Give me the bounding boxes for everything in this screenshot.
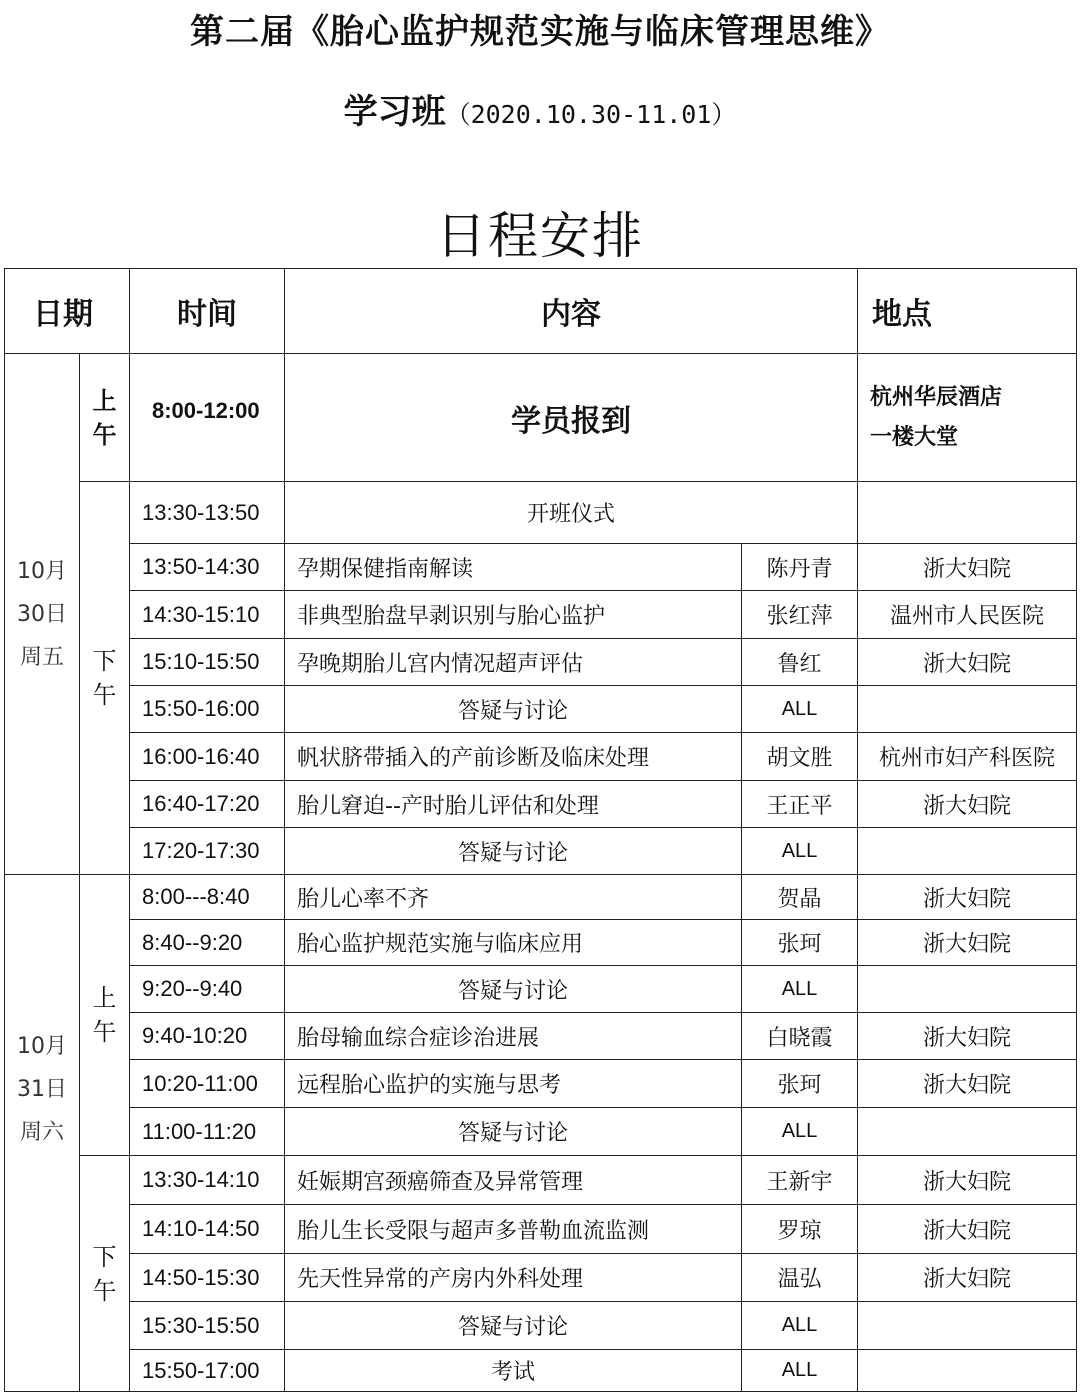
topic-cell: 胎心监护规范实施与临床应用 [285, 920, 742, 966]
topic-cell: 答疑与讨论 [285, 1302, 742, 1350]
topic-cell: 胎儿生长受限与超声多普勒血流监测 [285, 1205, 742, 1254]
location-cell: 浙大妇院 [858, 920, 1077, 966]
label-line: 一楼大堂 [870, 424, 959, 450]
time-cell: 16:00-16:40 [130, 733, 285, 781]
table-row [5, 875, 1077, 920]
topic-cell: 妊娠期宫颈癌筛查及异常管理 [285, 1156, 742, 1205]
time-cell: 13:30-13:50 [130, 482, 285, 544]
time-cell: 8:40--9:20 [130, 920, 285, 966]
speaker-cell: 贺晶 [742, 875, 858, 920]
table-row [5, 1350, 1077, 1392]
speaker-cell: 张珂 [742, 1060, 858, 1108]
time-cell: 13:30-14:10 [130, 1156, 285, 1205]
speaker-cell: 罗琼 [742, 1205, 858, 1254]
location-cell: 浙大妇院 [858, 1156, 1077, 1205]
speaker-cell: ALL [742, 1108, 858, 1156]
topic-cell: 非典型胎盘早剥识别与胎心监护 [285, 591, 742, 639]
topic-cell: 孕晚期胎儿宫内情况超声评估 [285, 639, 742, 686]
location-cell: 浙大妇院 [858, 639, 1077, 686]
speaker-cell: ALL [742, 828, 858, 875]
speaker-cell: 张珂 [742, 920, 858, 966]
label-line: 午 [92, 420, 117, 449]
location-cell: 浙大妇院 [858, 1205, 1077, 1254]
label-line: 周五 [19, 644, 64, 670]
label-line: 30日 [17, 601, 67, 627]
time-cell: 13:50-14:30 [130, 544, 285, 591]
date-cell-day1 [5, 354, 80, 875]
period-morning-day2 [80, 875, 130, 1156]
period-afternoon-day2 [80, 1156, 130, 1392]
subtitle-main: 学习班 [343, 92, 446, 132]
location-cell: 杭州市妇产科医院 [858, 733, 1077, 781]
label-line: 31日 [17, 1077, 67, 1102]
checkin-cell: 学员报到 [285, 354, 858, 482]
speaker-cell: 陈丹青 [742, 544, 858, 591]
table-row [5, 828, 1077, 875]
time-cell: 14:50-15:30 [130, 1254, 285, 1302]
time-cell: 17:20-17:30 [130, 828, 285, 875]
checkin-location-cell [858, 354, 1077, 482]
time-cell: 15:50-16:00 [130, 686, 285, 733]
label-line: 10月 [17, 558, 67, 584]
subtitle-dates: （2020.10.30-11.01） [445, 100, 737, 129]
table-row [5, 1013, 1077, 1060]
table-row [5, 639, 1077, 686]
speaker-cell: 鲁红 [742, 639, 858, 686]
table-row [5, 781, 1077, 828]
location-cell: 浙大妇院 [858, 875, 1077, 920]
speaker-cell: 王正平 [742, 781, 858, 828]
table-row [5, 591, 1077, 639]
header-row [5, 269, 1077, 354]
label-line: 上 [92, 386, 117, 415]
table-row [5, 920, 1077, 966]
location-cell [858, 686, 1077, 733]
topic-cell: 答疑与讨论 [285, 686, 742, 733]
table-row [5, 1060, 1077, 1108]
topic-cell: 答疑与讨论 [285, 1108, 742, 1156]
location-cell [858, 1108, 1077, 1156]
label-line: 上 [92, 984, 117, 1012]
location-cell: 浙大妇院 [858, 1060, 1077, 1108]
schedule-title: 日程安排 [436, 207, 644, 265]
label-line: 10月 [17, 1034, 67, 1059]
speaker-cell: 温弘 [742, 1254, 858, 1302]
label-line: 下 [92, 1242, 117, 1271]
time-cell: 15:10-15:50 [130, 639, 285, 686]
speaker-cell: 张红萍 [742, 591, 858, 639]
location-cell [858, 1350, 1077, 1392]
table-row [5, 544, 1077, 591]
speaker-cell: ALL [742, 1350, 858, 1392]
location-cell [858, 966, 1077, 1013]
table-row [5, 1254, 1077, 1302]
time-cell: 9:40-10:20 [130, 1013, 285, 1060]
topic-cell: 胎儿窘迫--产时胎儿评估和处理 [285, 781, 742, 828]
table-row [5, 1302, 1077, 1350]
location-cell: 浙大妇院 [858, 1013, 1077, 1060]
period-morning-day1 [80, 354, 130, 482]
table-row [5, 966, 1077, 1013]
header-time: 时间 [130, 269, 285, 354]
time-cell: 14:10-14:50 [130, 1205, 285, 1254]
topic-cell: 答疑与讨论 [285, 966, 742, 1013]
speaker-cell: ALL [742, 966, 858, 1013]
time-cell: 9:20--9:40 [130, 966, 285, 1013]
location-cell [858, 1302, 1077, 1350]
time-cell: 15:50-17:00 [130, 1350, 285, 1392]
document-title: 第二届《胎心监护规范实施与临床管理思维》 [190, 12, 890, 52]
label-line: 杭州华辰酒店 [870, 384, 1003, 410]
topic-cell: 孕期保健指南解读 [285, 544, 742, 591]
location-cell [858, 482, 1077, 544]
speaker-cell: ALL [742, 1302, 858, 1350]
speaker-cell: ALL [742, 686, 858, 733]
table-row [5, 1156, 1077, 1205]
time-cell: 16:40-17:20 [130, 781, 285, 828]
table-row [5, 733, 1077, 781]
date-cell-day2 [5, 875, 80, 1392]
label-line: 下 [92, 647, 117, 675]
topic-cell: 考试 [285, 1350, 742, 1392]
table-row [5, 1108, 1077, 1156]
location-cell: 浙大妇院 [858, 1254, 1077, 1302]
period-afternoon-day1 [80, 482, 130, 875]
label-line: 午 [92, 1018, 117, 1046]
header-date: 日期 [5, 269, 130, 354]
time-cell: 15:30-15:50 [130, 1302, 285, 1350]
table-row [5, 482, 1077, 544]
time-cell: 8:00-12:00 [130, 354, 285, 482]
document-subtitle [0, 84, 1080, 133]
topic-cell: 帆状脐带插入的产前诊断及临床处理 [285, 733, 742, 781]
topic-cell: 胎儿心率不齐 [285, 875, 742, 920]
topic-cell: 开班仪式 [285, 482, 858, 544]
label-line: 周六 [19, 1120, 64, 1145]
location-cell: 浙大妇院 [858, 781, 1077, 828]
topic-cell: 答疑与讨论 [285, 828, 742, 875]
table-row [5, 354, 1077, 482]
label-line: 午 [92, 681, 117, 709]
header-location: 地点 [858, 269, 1077, 354]
topic-cell: 远程胎心监护的实施与思考 [285, 1060, 742, 1108]
label-line: 午 [92, 1276, 117, 1305]
time-cell: 14:30-15:10 [130, 591, 285, 639]
header-content: 内容 [285, 269, 858, 354]
time-cell: 11:00-11:20 [130, 1108, 285, 1156]
table-row [5, 1205, 1077, 1254]
speaker-cell: 王新宇 [742, 1156, 858, 1205]
speaker-cell: 胡文胜 [742, 733, 858, 781]
table-row [5, 686, 1077, 733]
schedule-table [4, 268, 1077, 1392]
time-cell: 10:20-11:00 [130, 1060, 285, 1108]
time-cell: 8:00---8:40 [130, 875, 285, 920]
location-cell: 温州市人民医院 [858, 591, 1077, 639]
topic-cell: 先天性异常的产房内外科处理 [285, 1254, 742, 1302]
topic-cell: 胎母输血综合症诊治进展 [285, 1013, 742, 1060]
location-cell [858, 828, 1077, 875]
location-cell: 浙大妇院 [858, 544, 1077, 591]
speaker-cell: 白晓霞 [742, 1013, 858, 1060]
